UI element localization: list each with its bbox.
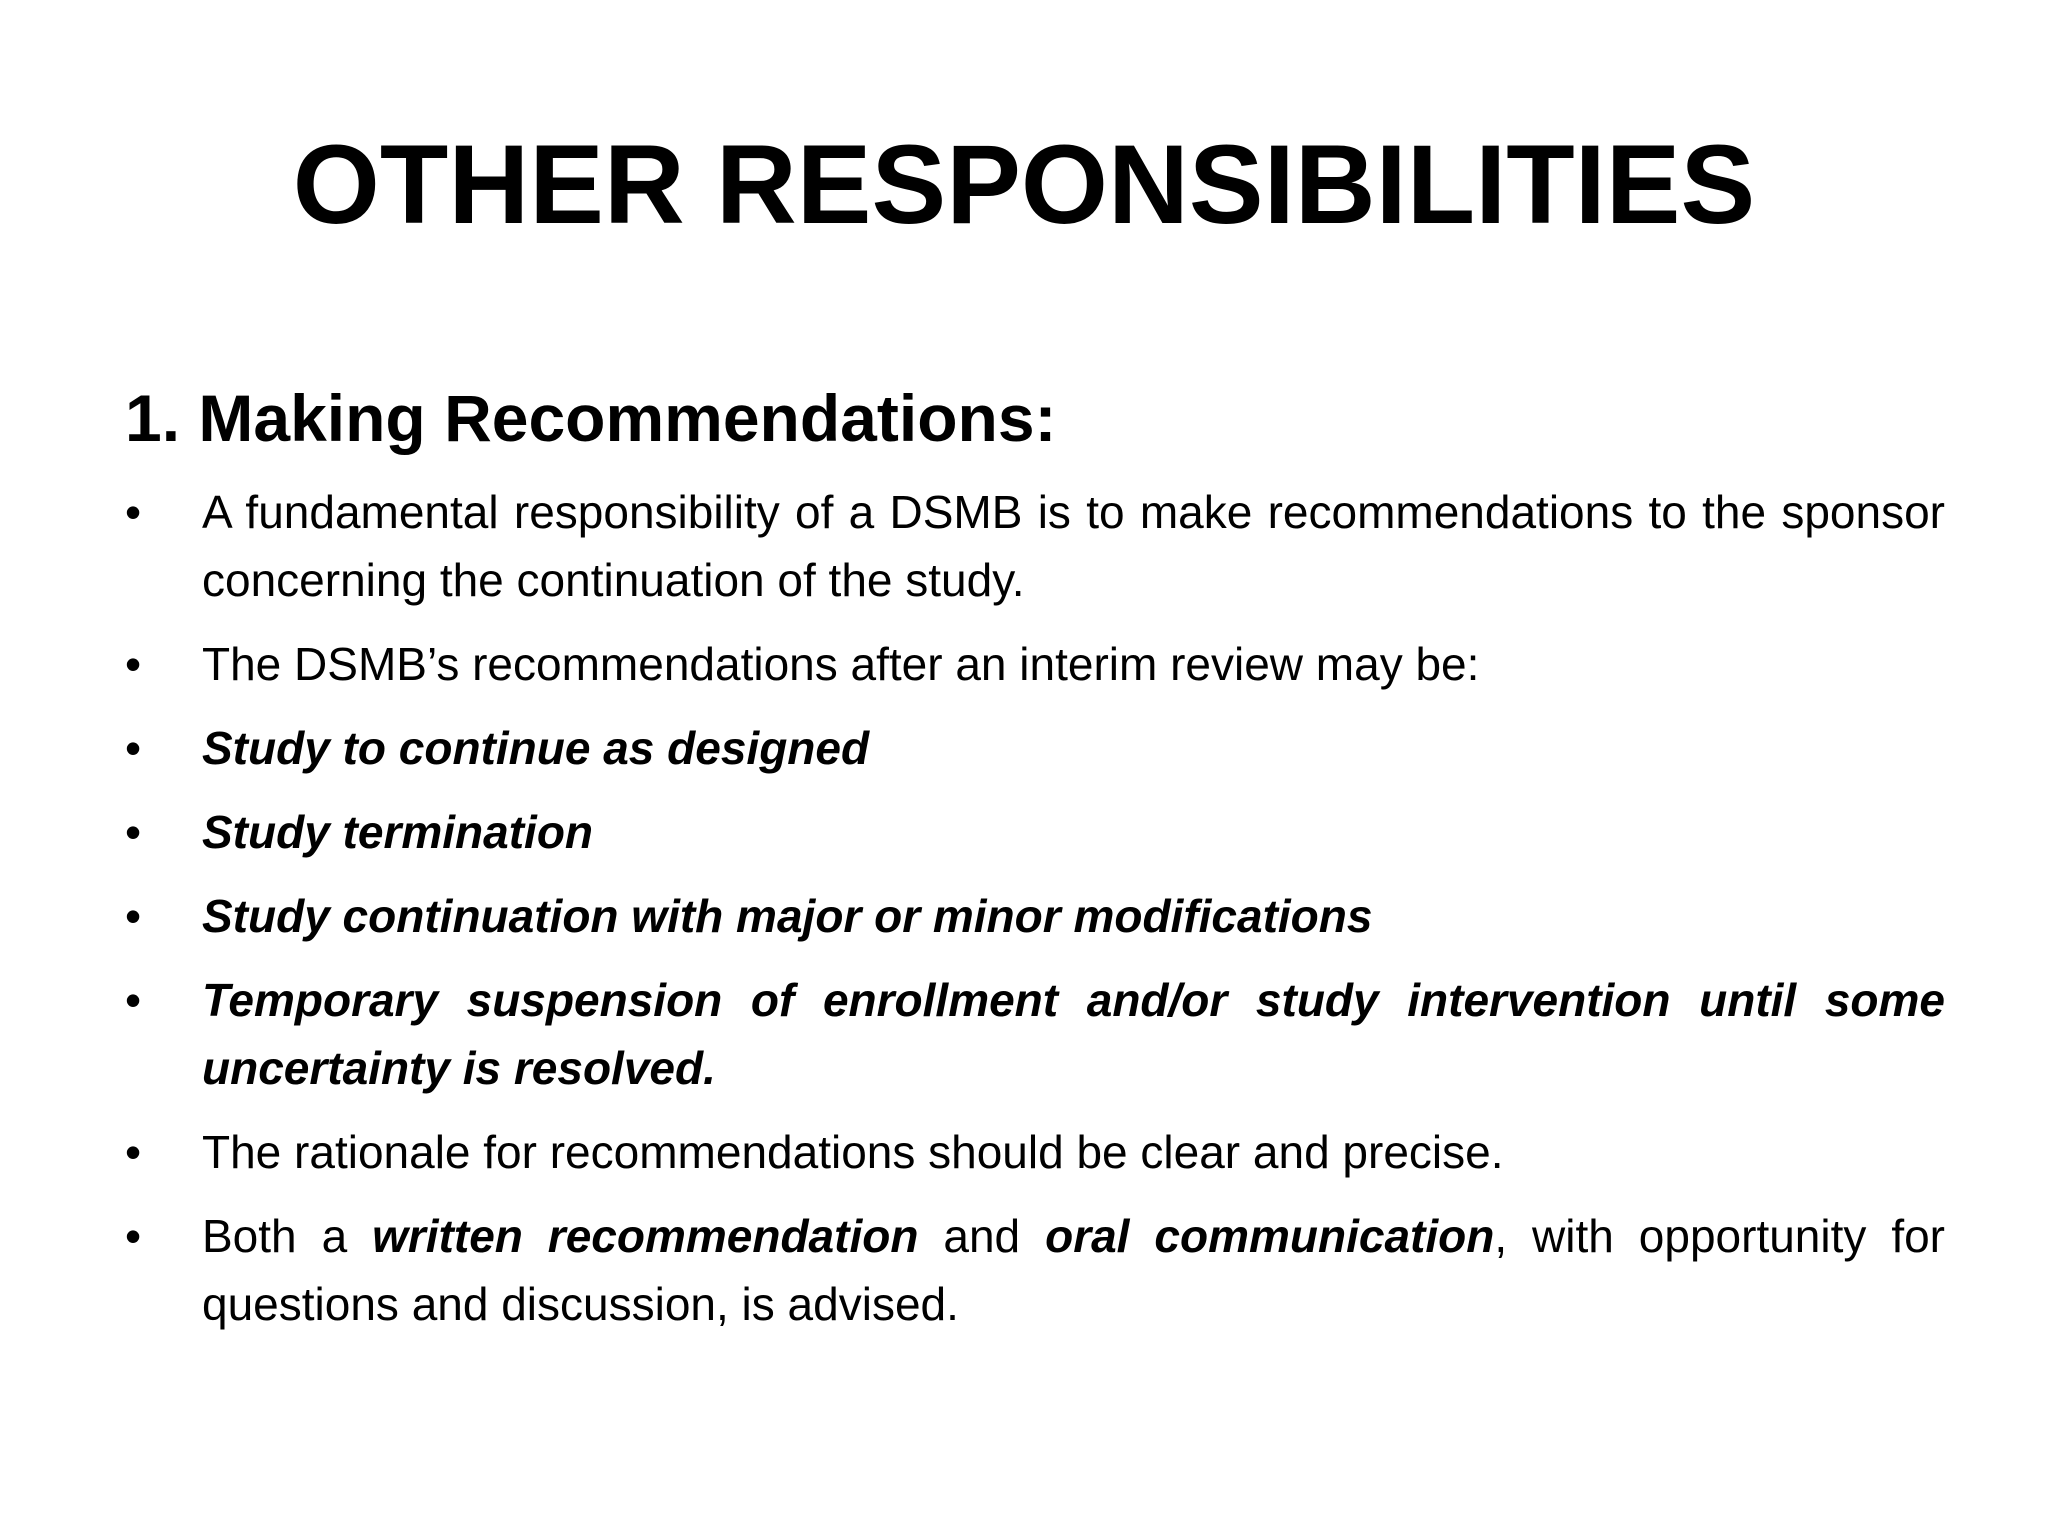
bullet-item [125, 882, 1945, 950]
bullet-icon: • [125, 722, 142, 774]
bullet-text: A fundamental responsibility of a DSMB is to make recommendations to the sponsor concerning the continuation of the study. [202, 486, 1945, 606]
bullet-item [125, 1202, 1945, 1338]
bullet-icon: • [125, 1126, 142, 1178]
section-heading: 1. Making Recommendations: [125, 381, 1057, 455]
bullet-text-part: , with opportunity for questions and discussion, is advised. [202, 1210, 1946, 1330]
bullet-text-part: and [918, 1210, 1046, 1262]
bullet-item [125, 1118, 1945, 1186]
bullet-text: Temporary suspension of enrollment and/or study intervention until some uncertainty is resolved. [202, 974, 1945, 1094]
bullet-item [125, 966, 1945, 1102]
bullet-icon: • [125, 806, 142, 858]
bullet-text: The rationale for recommendations should be clear and precise. [202, 1126, 1504, 1178]
bullet-item [125, 630, 1945, 698]
bullet-item [125, 798, 1945, 866]
bullet-text: Study continuation with major or minor modifications [202, 890, 1373, 942]
bullet-text: Study to continue as designed [202, 722, 870, 774]
bullet-item [125, 714, 1945, 782]
bullet-text-part: Both a [202, 1210, 373, 1262]
bullet-text-emphasis: written recommendation [372, 1210, 919, 1262]
bullet-icon: • [125, 974, 142, 1026]
bullet-icon: • [125, 1210, 142, 1262]
bullet-icon: • [125, 486, 142, 538]
bullet-text: The DSMB’s recommendations after an interim review may be: [202, 638, 1480, 690]
bullet-icon: • [125, 638, 142, 690]
bullet-item [125, 478, 1945, 614]
bullet-text: Study termination [202, 806, 594, 858]
bullet-text-emphasis: oral communication [1045, 1210, 1495, 1262]
bullet-list [125, 478, 1945, 1354]
bullet-icon: • [125, 890, 142, 942]
slide-title: OTHER RESPONSIBILITIES [292, 122, 1756, 247]
